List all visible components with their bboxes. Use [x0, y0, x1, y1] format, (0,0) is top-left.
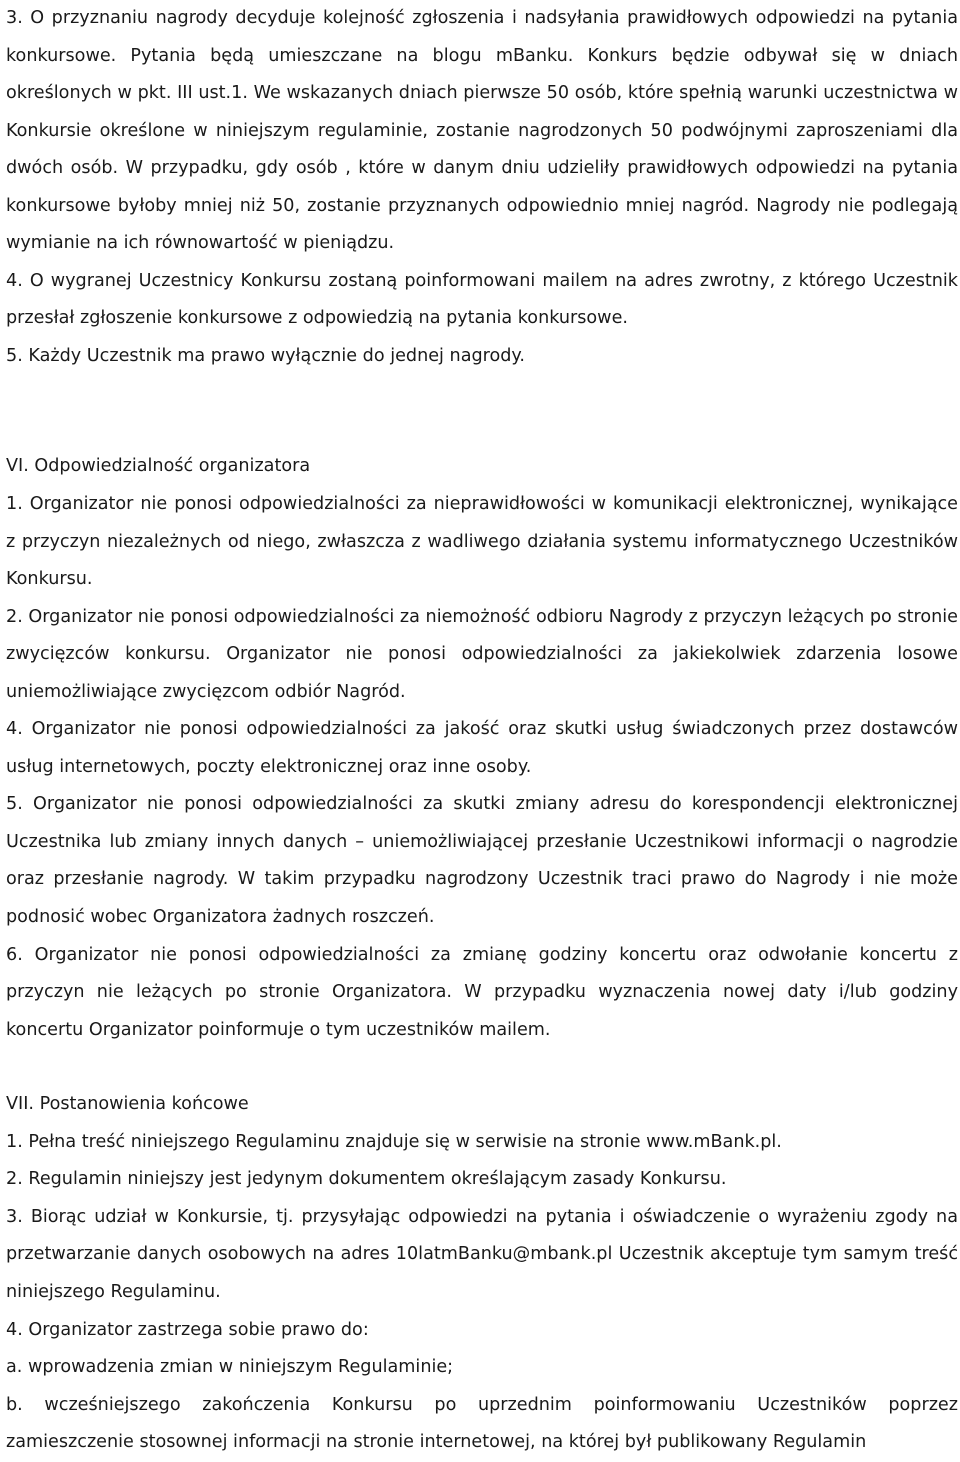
- vi-paragraph-6: 6. Organizator nie ponosi odpowiedzialności za zmianę godziny koncertu oraz odwołanie koncertu z przyczyn nie leżących po stronie Organizatora. W przypadku wyznaczenia nowej daty i/lub godziny koncertu Organizator poinformuje o tym uczestników mailem.: [6, 944, 958, 1040]
- section-gap: [6, 375, 958, 448]
- section-vi: [6, 448, 958, 1049]
- vi-paragraph-4: 4. Organizator nie ponosi odpowiedzialności za jakość oraz skutki usług świadczonych przez dostawców usług internetowych, poczty elektronicznej oraz inne osoby.: [6, 719, 958, 777]
- vi-paragraph-2: 2. Organizator nie ponosi odpowiedzialności za niemożność odbioru Nagrody z przyczyn leżących po stronie zwycięzców konkursu. Organizator nie ponosi odpowiedzialności za jakiekolwiek zdarzenia losowe uniemożliwiające zwycięzcom odbiór Nagród.: [6, 606, 958, 702]
- section-heading-vi: VI. Odpowiedzialność organizatora: [6, 456, 311, 477]
- section-vii: [6, 1086, 958, 1461]
- vii-item-a: a. wprowadzenia zmian w niniejszym Regulaminie;: [6, 1357, 454, 1378]
- vi-paragraph-1: 1. Organizator nie ponosi odpowiedzialności za nieprawidłowości w komunikacji elektronicznej, wynikające z przyczyn niezależnych od niego, zwłaszcza z wadliwego działania systemu informatycznego Uczestników Konkursu.: [6, 494, 958, 590]
- vii-paragraph-4: 4. Organizator zastrzega sobie prawo do:: [6, 1319, 369, 1340]
- vii-paragraph-1: 1. Pełna treść niniejszego Regulaminu znajduje się w serwisie na stronie www.mBank.pl.: [6, 1131, 782, 1152]
- vii-paragraph-3: 3. Biorąc udział w Konkursie, tj. przysyłając odpowiedzi na pytania i oświadczenie o wyrażeniu zgody na przetwarzanie danych osobowych na adres 10latmBanku@mbank.pl Uczestnik akceptuje tym samym treść niniejszego Regulaminu.: [6, 1206, 958, 1302]
- paragraph-3: 3. O przyznaniu nagrody decyduje kolejność zgłoszenia i nadsyłania prawidłowych odpowiedzi na pytania konkursowe. Pytania będą umieszczane na blogu mBanku. Konkurs będzie odbywał się w dniach określonych w pkt. III ust.1. We wskazanych dniach pierwsze 50 osób, które spełnią warunki uczestnictwa w Konkursie określone w niniejszym regulaminie, zostanie nagrodzonych 50 podwójnymi zaproszeniami dla dwóch osób. W przypadku, gdy osób , które w danym dniu udzieliły prawidłowych odpowiedzi na pytania konkursowe byłoby mniej niż 50, zostanie przyznanych odpowiednio mniej nagród. Nagrody nie podlegają wymianie na ich równowartość w pieniądzu.: [6, 8, 958, 254]
- paragraph-4: 4. O wygranej Uczestnicy Konkursu zostaną poinformowani mailem na adres zwrotny, z którego Uczestnik przesłał zgłoszenie konkursowe z odpowiedzią na pytania konkursowe.: [6, 270, 958, 329]
- vii-paragraph-2: 2. Regulamin niniejszy jest jedynym dokumentem określającym zasady Konkursu.: [6, 1169, 727, 1190]
- vi-paragraph-5: 5. Organizator nie ponosi odpowiedzialności za skutki zmiany adresu do korespondencji elektronicznej Uczestnika lub zmiany innych danych – uniemożliwiającej przesłanie Uczestnikowi informacji o nagrodzie oraz przesłanie nagrody. W takim przypadku nagrodzony Uczestnik traci prawo do Nagrody i nie może podnosić wobec Organizatora żadnych roszczeń.: [6, 794, 958, 928]
- paragraph-5: 5. Każdy Uczestnik ma prawo wyłącznie do jednej nagrody.: [6, 345, 525, 366]
- section-heading-vii: VII. Postanowienia końcowe: [6, 1094, 249, 1115]
- vii-item-b: b. wcześniejszego zakończenia Konkursu po uprzednim poinformowaniu Uczestników poprzez zamieszczenie stosownej informacji na stronie internetowej, na której był publikowany Regulamin: [6, 1394, 958, 1453]
- section-gap: [6, 1049, 958, 1086]
- regulamin-page: [6, 0, 958, 1462]
- section-prev: [6, 0, 958, 375]
